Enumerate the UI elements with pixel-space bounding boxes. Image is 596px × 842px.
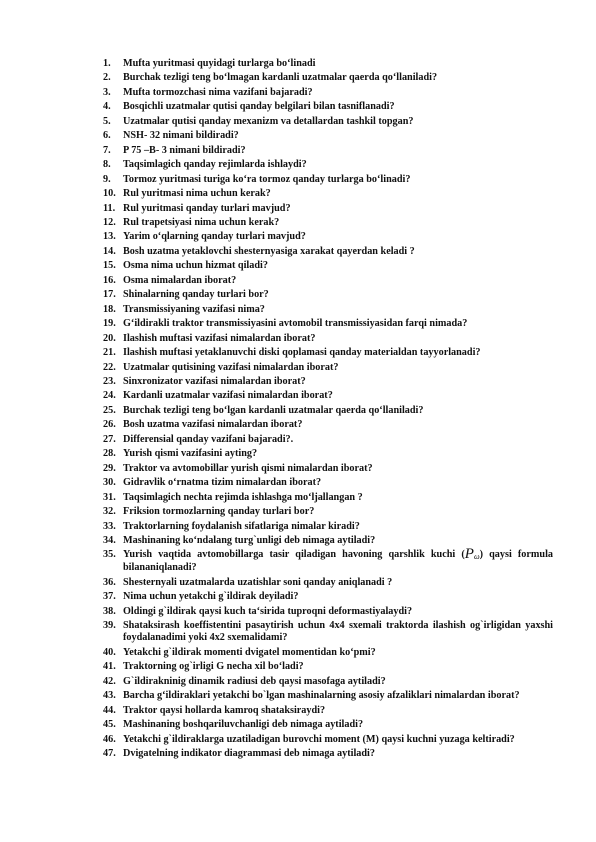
- question-number: 14.: [103, 245, 116, 257]
- question-item: [103, 217, 553, 229]
- question-number: 40.: [103, 646, 116, 658]
- question-text: Oldingi g`ildirak qaysi kuch ta‘sirida tuproqni deformastiyalaydi?: [123, 605, 413, 617]
- question-text: Burchak tezligi teng bo‘lmagan kardanli uzatmalar qaerda qo‘llaniladi?: [123, 72, 438, 84]
- question-number: 21.: [103, 347, 116, 359]
- question-number: 11.: [103, 202, 116, 214]
- question-number: 13.: [103, 231, 116, 243]
- question-item: [103, 492, 553, 504]
- question-text: NSH- 32 nimani bildiradi?: [123, 130, 239, 142]
- question-item: [103, 246, 553, 258]
- question-text: Osma nima uchun hizmat qiladi?: [123, 260, 268, 272]
- question-text: Traktor qaysi hollarda kamroq shataksiraydi?: [123, 704, 326, 716]
- question-text: Differensial qanday vazifani bajaradi?.: [123, 433, 294, 445]
- question-item: [103, 362, 553, 374]
- question-text: Tormoz yuritmasi turiga ko‘ra tormoz qanday turlarga bo‘linadi?: [123, 173, 411, 185]
- question-text: Transmissiyaning vazifasi nima?: [123, 303, 265, 315]
- question-text: Ilashish muftasi yetaklanuvchi diski qoplamasi qanday materialdan tayyorlanadi?: [123, 347, 481, 359]
- question-text: Taqsimlagich nechta rejimda ishlashga mo‘ljallangan ?: [123, 491, 363, 503]
- question-item: [103, 719, 553, 731]
- question-item: [103, 231, 553, 243]
- question-number: 37.: [103, 591, 116, 603]
- question-number: 1.: [103, 58, 111, 69]
- question-number: 15.: [103, 260, 116, 272]
- question-text: Rul yuritmasi qanday turlari mavjud?: [123, 202, 291, 214]
- question-number: 8.: [103, 159, 111, 171]
- question-item: [103, 748, 553, 760]
- question-number: 35.: [103, 549, 116, 561]
- question-text: Yarim o‘qlarning qanday turlari mavjud?: [123, 231, 306, 243]
- question-number: 32.: [103, 506, 116, 518]
- question-item: [103, 203, 553, 215]
- question-number: 44.: [103, 704, 116, 716]
- question-text: Yurish qismi vazifasini ayting?: [123, 448, 258, 460]
- question-text: Gidravlik o‘rnatma tizim nimalardan iborat?: [123, 477, 322, 489]
- question-item: [103, 546, 553, 574]
- question-text: Shesternyali uzatmalarda uzatishlar soni qanday aniqlanadi ?: [123, 576, 393, 588]
- question-number: 38.: [103, 605, 116, 617]
- question-text: Uzatmalar qutisining vazifasi nimalardan iborat?: [123, 361, 339, 373]
- question-number: 24.: [103, 390, 116, 402]
- question-item: [103, 174, 553, 186]
- question-text: Dvigatelning indikator diagrammasi deb nimaga aytiladi?: [123, 748, 375, 759]
- question-number: 25.: [103, 404, 116, 416]
- question-item: [103, 318, 553, 330]
- question-item: [103, 159, 553, 171]
- question-number: 18.: [103, 303, 116, 315]
- question-text: Rul trapetsiyasi nima uchun kerak?: [123, 216, 280, 228]
- question-number: 39.: [103, 620, 116, 632]
- question-number: 41.: [103, 661, 116, 673]
- question-item: [103, 333, 553, 345]
- question-text: Mufta tormozchasi nima vazifani bajaradi?: [123, 86, 313, 98]
- question-number: 4.: [103, 101, 111, 113]
- question-text: Friksion tormozlarning qanday turlari bor?: [123, 506, 315, 518]
- question-item: [103, 620, 553, 644]
- air-resistance-symbol: [465, 546, 480, 562]
- question-number: 47.: [103, 748, 116, 759]
- question-item: [103, 434, 553, 446]
- question-item: [103, 304, 553, 316]
- question-item: [103, 72, 553, 84]
- question-item: [103, 58, 553, 70]
- question-text: [123, 546, 553, 574]
- question-number: 3.: [103, 86, 111, 98]
- question-number: 19.: [103, 318, 116, 330]
- question-text: Osma nimalardan iborat?: [123, 274, 237, 286]
- question-item: [103, 506, 553, 518]
- question-item: [103, 463, 553, 475]
- question-number: 27.: [103, 433, 116, 445]
- question-item: [103, 390, 553, 402]
- question-number: 45.: [103, 719, 116, 731]
- question-text: Burchak tezligi teng bo‘lgan kardanli uzatmalar qaerda qo‘llaniladi?: [123, 404, 424, 416]
- question-number: 23.: [103, 375, 116, 387]
- question-number: 26.: [103, 419, 116, 431]
- question-text: Bosh uzatma yetaklovchi shesternyasiga xarakat qayerdan keladi ?: [123, 245, 415, 257]
- question-number: 17.: [103, 289, 116, 301]
- question-item: [103, 101, 553, 113]
- question-item: [103, 448, 553, 460]
- question-number: 43.: [103, 690, 116, 702]
- question-number: 28.: [103, 448, 116, 460]
- question-text: Traktorlarning foydalanish sifatlariga nimalar kiradi?: [123, 520, 360, 532]
- symbol-subscript: ω: [473, 552, 480, 562]
- question-text-before: Yurish vaqtida avtomobillarga tasir qiladigan havoning qarshlik kuchi (: [123, 549, 465, 561]
- question-text: Traktorning og`irligi G necha xil bo‘ladi?: [123, 661, 304, 673]
- question-text: Uzatmalar qutisi qanday mexanizm va detallardan tashkil topgan?: [123, 115, 414, 127]
- question-item: [103, 734, 553, 746]
- question-item: [103, 577, 553, 589]
- question-item: [103, 145, 553, 157]
- question-text: Bosh uzatma vazifasi nimalardan iborat?: [123, 419, 303, 431]
- question-number: 29.: [103, 462, 116, 474]
- question-item: [103, 289, 553, 301]
- question-text: Shataksirash koeffistentini pasaytirish uchun 4x4 sxemali traktorda ilashish og`irligidan yaxshi foydalanadimi yoki 4x2 sxemalidami?: [123, 620, 553, 644]
- question-item: [103, 647, 553, 659]
- question-item: [103, 705, 553, 717]
- question-number: 33.: [103, 520, 116, 532]
- question-text: Mashinaning ko‘ndalang turg`unligi deb nimaga aytiladi?: [123, 534, 376, 546]
- question-number: 36.: [103, 576, 116, 588]
- question-item: [103, 690, 553, 702]
- question-text: Nima uchun yetakchi g`ildirak deyiladi?: [123, 591, 299, 603]
- question-number: 5.: [103, 115, 111, 127]
- question-text: Ilashish muftasi vazifasi nimalardan iborat?: [123, 332, 316, 344]
- question-text: G‘ildirakli traktor transmissiyasini avtomobil transmissiyasidan farqi nimada?: [123, 318, 468, 330]
- question-item: [103, 275, 553, 287]
- question-text: Bosqichli uzatmalar qutisi qanday belgilari bilan tasniflanadi?: [123, 101, 395, 113]
- question-number: 12.: [103, 216, 116, 228]
- question-number: 6.: [103, 130, 111, 142]
- question-number: 34.: [103, 534, 116, 546]
- question-number: 46.: [103, 733, 116, 745]
- question-text: Traktor va avtomobillar yurish qismi nimalardan iborat?: [123, 462, 373, 474]
- question-text: Rul yuritmasi nima uchun kerak?: [123, 188, 271, 200]
- question-number: 2.: [103, 72, 111, 84]
- question-text: Mashinaning boshqariluvchanligi deb nimaga aytiladi?: [123, 719, 364, 731]
- question-number: 30.: [103, 477, 116, 489]
- question-number: 9.: [103, 173, 111, 185]
- question-number: 42.: [103, 675, 116, 687]
- question-item: [103, 405, 553, 417]
- question-text: P 75 –B- 3 nimani bildiradi?: [123, 144, 246, 156]
- question-number: 7.: [103, 144, 111, 156]
- question-item: [103, 188, 553, 200]
- question-number: 16.: [103, 274, 116, 286]
- question-item: [103, 535, 553, 547]
- question-item: [103, 260, 553, 272]
- question-item: [103, 376, 553, 388]
- question-item: [103, 676, 553, 688]
- question-item: [103, 477, 553, 489]
- symbol-letter: P: [464, 546, 474, 563]
- question-text: Yetakchi g`ildirak momenti dvigatel momentidan ko‘pmi?: [123, 646, 376, 658]
- question-text: Sinxronizator vazifasi nimalardan iborat?: [123, 375, 306, 387]
- question-number: 22.: [103, 361, 116, 373]
- question-text: Kardanli uzatmalar vazifasi nimalardan iborat?: [123, 390, 333, 402]
- question-item: [103, 591, 553, 603]
- question-list: [103, 58, 553, 762]
- question-text: Yetakchi g`ildiraklarga uzatiladigan burovchi moment (M) qaysi kuchni yuzaga keltiradi?: [123, 733, 515, 745]
- question-item: [103, 521, 553, 533]
- question-item: [103, 130, 553, 142]
- question-item: [103, 419, 553, 431]
- question-number: 20.: [103, 332, 116, 344]
- question-number: 31.: [103, 491, 116, 503]
- question-text: Barcha g‘ildiraklari yetakchi bo`lgan mashinalarning asosiy afzaliklari nimalardan iborat?: [123, 690, 520, 702]
- question-text: Taqsimlagich qanday rejimlarda ishlaydi?: [123, 159, 307, 171]
- question-text-after: ) qaysi formula bilananiqlanadi?: [123, 549, 553, 574]
- question-text: Mufta yuritmasi quyidagi turlarga bo‘linadi: [123, 58, 316, 69]
- question-item: [103, 661, 553, 673]
- question-text: G`ildirakninig dinamik radiusi deb qaysi masofaga aytiladi?: [123, 675, 386, 687]
- question-number: 10.: [103, 188, 116, 200]
- question-item: [103, 116, 553, 128]
- question-item: [103, 606, 553, 618]
- question-item: [103, 87, 553, 99]
- question-text: Shinalarning qanday turlari bor?: [123, 289, 269, 301]
- question-item: [103, 347, 553, 359]
